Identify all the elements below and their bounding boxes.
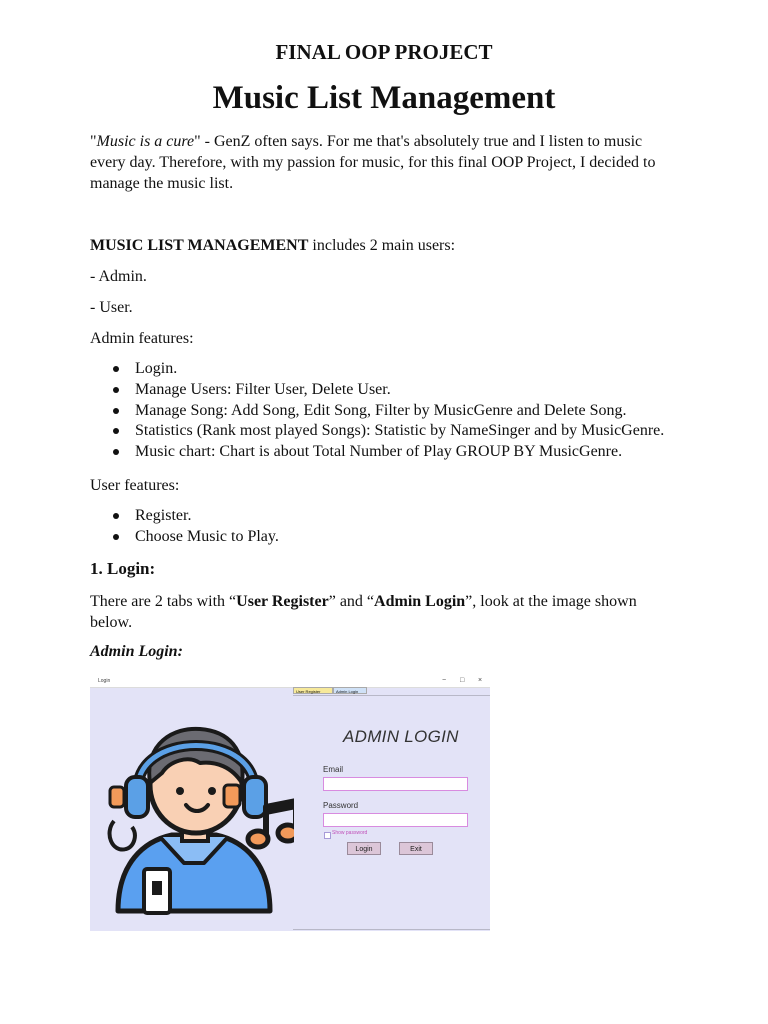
- password-field[interactable]: [323, 813, 468, 827]
- section-heading-login: 1. Login:: [90, 559, 156, 578]
- user-type-user: - User.: [90, 299, 133, 316]
- user-features-label: User features:: [90, 477, 180, 494]
- password-label: Password: [323, 801, 359, 810]
- show-password-checkbox[interactable]: [324, 832, 331, 839]
- login-text-a: There are 2 tabs with “: [90, 593, 237, 610]
- admin-login-screenshot: [90, 675, 490, 931]
- document-title: Music List Management: [212, 80, 556, 116]
- users-intro-text: includes 2 main users:: [308, 237, 456, 254]
- maximize-icon[interactable]: □: [460, 677, 465, 684]
- intro-text-line1: " - GenZ often says. For me that's absolutely true and I listen to music: [194, 133, 643, 150]
- email-field[interactable]: [323, 777, 468, 791]
- window-titlebar: [90, 675, 490, 688]
- login-text-e: ”, look at the image shown: [465, 593, 637, 610]
- admin-login-heading: Admin Login:: [90, 643, 183, 660]
- intro-text-line2: every day. Therefore, with my passion for music, for this final OOP Project, I decided to: [90, 154, 656, 171]
- music-listener-illustration: [104, 703, 294, 915]
- list-item: Manage Song: Add Song, Edit Song, Filter by MusicGenre and Delete Song.: [135, 401, 664, 422]
- tab-admin-login[interactable]: Admin Login: [333, 687, 367, 694]
- admin-features-label: Admin features:: [90, 330, 194, 347]
- admin-login-title: ADMIN LOGIN: [343, 727, 459, 746]
- login-text-user-register: User Register: [236, 593, 329, 610]
- users-intro: [90, 235, 455, 256]
- tab-divider: [293, 695, 490, 696]
- intro-text-line3: manage the music list.: [90, 175, 234, 192]
- intro-paragraph: [90, 131, 680, 194]
- tab-user-register[interactable]: User Register: [293, 687, 333, 694]
- login-text-admin-login: Admin Login: [374, 593, 466, 610]
- login-button[interactable]: Login: [347, 842, 381, 855]
- login-text-c: ” and “: [328, 593, 375, 610]
- intro-quote: Music is a cure: [96, 133, 195, 150]
- exit-button[interactable]: Exit: [399, 842, 433, 855]
- list-item: Statistics (Rank most played Songs): Statistic by NameSinger and by MusicGenre.: [135, 421, 664, 442]
- user-features-list: [90, 506, 279, 548]
- login-paragraph: [90, 591, 680, 633]
- document-subtitle: FINAL OOP PROJECT: [275, 40, 493, 64]
- close-icon[interactable]: ×: [478, 677, 483, 684]
- list-item: Register.: [135, 506, 279, 527]
- list-item: Choose Music to Play.: [135, 527, 279, 548]
- show-password-label[interactable]: Show password: [332, 830, 368, 836]
- quote-mark: ": [90, 133, 97, 150]
- email-label: Email: [323, 765, 344, 774]
- minimize-icon[interactable]: −: [442, 677, 447, 684]
- login-text-line2: below.: [90, 614, 133, 631]
- user-type-admin: - Admin.: [90, 268, 147, 285]
- users-intro-bold: MUSIC LIST MANAGEMENT: [90, 237, 309, 254]
- list-item: Login.: [135, 359, 664, 380]
- list-item: Manage Users: Filter User, Delete User.: [135, 380, 664, 401]
- window-bottom-border: [293, 929, 490, 930]
- window-title: Login: [98, 678, 111, 684]
- admin-features-list: [90, 359, 664, 463]
- list-item: Music chart: Chart is about Total Number of Play GROUP BY MusicGenre.: [135, 442, 664, 463]
